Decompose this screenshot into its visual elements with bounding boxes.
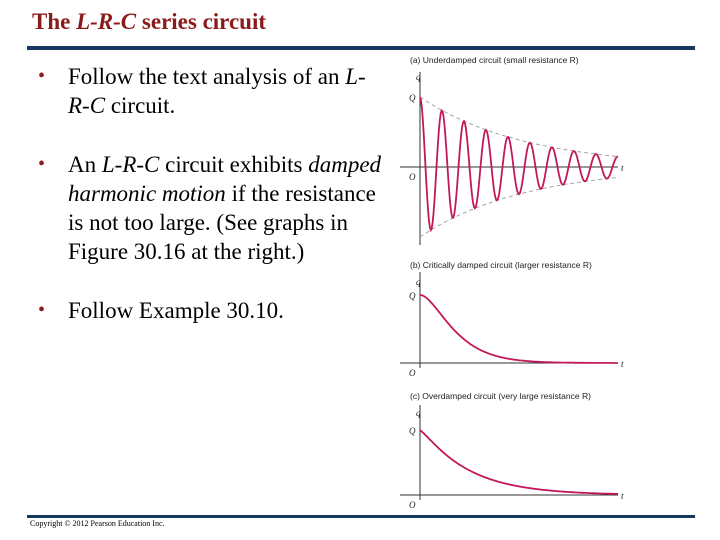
charge-curve	[420, 295, 618, 363]
bullet-text: damped harmonic motion	[68, 152, 382, 206]
axis-label-origin: O	[409, 368, 416, 378]
bullet-item	[38, 62, 383, 120]
bullet-text: circuit exhibits	[159, 152, 309, 177]
axis-label-origin: O	[409, 500, 416, 510]
figure-30-16	[395, 50, 695, 515]
slide-title: The L-R-C series circuit	[32, 9, 267, 34]
bullet-item	[38, 296, 383, 325]
bullet-text: An	[68, 152, 102, 177]
envelope-upper	[420, 97, 618, 157]
panel-caption: (a) Underdamped circuit (small resistance R)	[410, 55, 579, 65]
bullet-text: Follow Example 30.10.	[68, 298, 284, 323]
bullet-dot: •	[38, 65, 46, 87]
bullet-text: circuit.	[105, 93, 176, 118]
footer-rule	[27, 515, 695, 518]
charge-curve	[420, 430, 618, 494]
axis-label-Q: Q	[409, 93, 416, 103]
axis-label-t: t	[621, 359, 624, 369]
axis-label-q: q	[416, 72, 421, 82]
axis-label-t: t	[621, 163, 624, 173]
bullet-item	[38, 150, 383, 266]
axis-label-t: t	[621, 491, 624, 501]
panel-caption: (c) Overdamped circuit (very large resistance R)	[410, 391, 591, 401]
bullet-list	[38, 62, 383, 355]
panel-caption: (b) Critically damped circuit (larger resistance R)	[410, 260, 592, 270]
axis-label-Q: Q	[409, 291, 416, 301]
copyright-text: Copyright © 2012 Pearson Education Inc.	[30, 519, 165, 528]
bullet-text: Follow the text analysis of an	[68, 64, 346, 89]
bullet-text: if the resistance is not too large. (See graphs in Figure 30.16 at the right.)	[68, 181, 376, 264]
bullet-dot: •	[38, 299, 46, 321]
charge-curve	[420, 97, 618, 230]
axis-label-q: q	[416, 277, 421, 287]
axis-label-q: q	[416, 408, 421, 418]
bullet-text: L-R-C	[101, 152, 160, 177]
axis-label-origin: O	[409, 172, 416, 182]
bullet-text: L-R-C	[68, 64, 366, 118]
axis-label-Q: Q	[409, 426, 416, 436]
bullet-dot: •	[38, 153, 46, 175]
